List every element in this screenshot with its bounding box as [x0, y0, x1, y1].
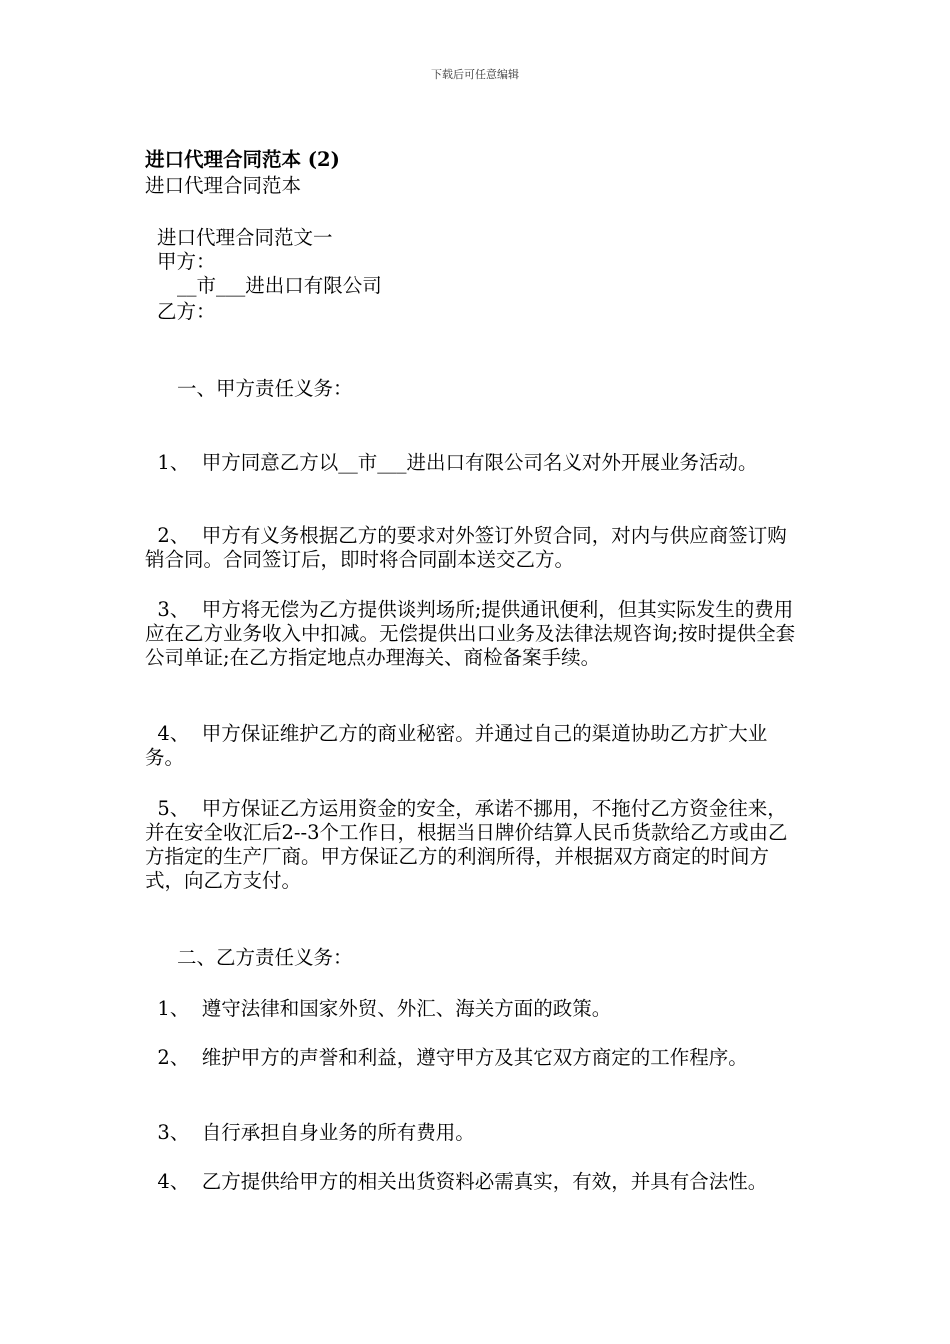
section2-item-2: 2、 维护甲方的声誉和利益，遵守甲方及其它双方商定的工作程序。: [145, 1046, 748, 1069]
section1-item-4: 4、 甲方保证维护乙方的商业秘密。并通过自己的渠道协助乙方扩大业务。: [145, 722, 768, 769]
section2-item-1: 1、 遵守法律和国家外贸、外汇、海关方面的政策。: [145, 997, 612, 1020]
section2-item-3: 3、 自行承担自身业务的所有费用。: [145, 1121, 475, 1144]
section1-heading: 一、甲方责任义务：: [177, 377, 353, 400]
party-a-name: __市___进出口有限公司: [177, 274, 382, 297]
page-header-note: 下载后可任意编辑: [431, 68, 519, 81]
document-title: 进口代理合同范本 (2): [145, 148, 340, 171]
document-subtitle: 进口代理合同范本: [145, 174, 302, 197]
section2-item-4: 4、 乙方提供给甲方的相关出货资料必需真实，有效，并具有合法性。: [145, 1170, 768, 1193]
section1-item-5: 5、 甲方保证乙方运用资金的安全，承诺不挪用，不拖付乙方资金往来，并在安全收汇后2--3个工作日，根据当日牌价结算人民币货款给乙方或由乙方指定的生产厂商。甲方保证乙方的利润所得，并根据双方商定的时间方式，向乙方支付。: [145, 797, 788, 892]
party-b-label: 乙方：: [157, 300, 216, 323]
sample-title: 进口代理合同范文一: [157, 226, 333, 249]
section1-item-2: 2、 甲方有义务根据乙方的要求对外签订外贸合同，对内与供应商签订购销合同。合同签订后，即时将合同副本送交乙方。: [145, 524, 787, 571]
section1-item-1: 1、 甲方同意乙方以__市___进出口有限公司名义对外开展业务活动。: [145, 451, 758, 474]
section1-item-3: 3、 甲方将无偿为乙方提供谈判场所;提供通讯便利，但其实际发生的费用应在乙方业务收入中扣减。无偿提供出口业务及法律法规咨询;按时提供全套公司单证;在乙方指定地点办理海关、商检备案手续。: [145, 598, 796, 669]
section2-heading: 二、乙方责任义务：: [177, 946, 353, 969]
party-a-label: 甲方：: [157, 250, 216, 273]
